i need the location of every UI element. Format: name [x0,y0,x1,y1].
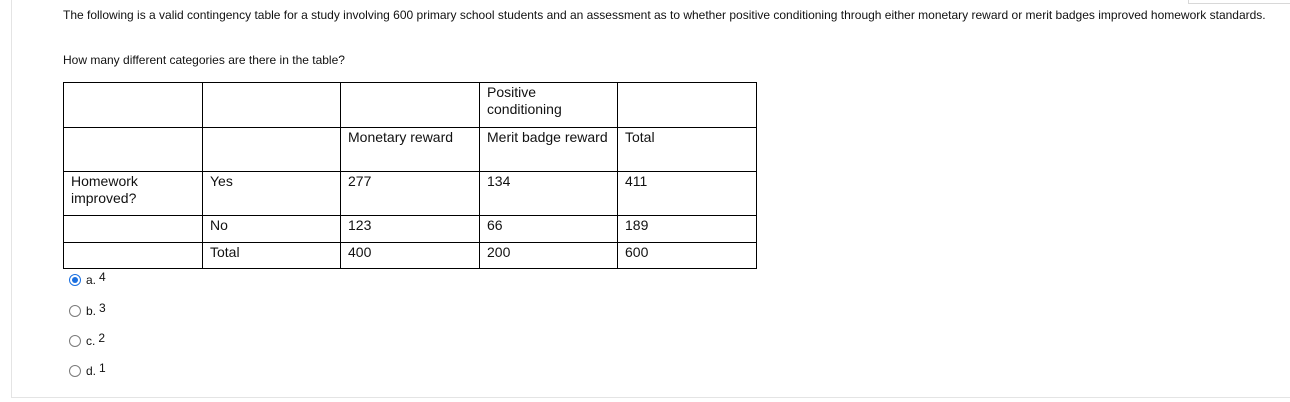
table-row [64,83,757,128]
table-cell: Yes [203,172,341,216]
table-cell: Total [203,243,341,269]
table-cell [64,128,203,172]
table-cell: 134 [480,172,618,216]
table-cell [203,128,341,172]
table-cell: 277 [341,172,480,216]
radio-button-c[interactable] [69,335,81,347]
radio-button-d[interactable] [69,365,81,377]
table-cell: 200 [480,243,618,269]
table-cell: Merit badge reward [480,128,618,172]
table-cell: 400 [341,243,480,269]
table-cell: 66 [480,216,618,243]
option-a[interactable] [69,270,106,287]
table-cell [64,216,203,243]
table-row [64,128,757,172]
top-right-tab [1188,0,1290,4]
question-prompt: How many different categories are there in the table? [63,53,345,67]
table-cell: No [203,216,341,243]
table-cell: Positive conditioning [480,83,618,128]
table-cell [64,83,203,128]
option-value: 4 [99,270,106,284]
table-cell: 600 [618,243,757,269]
option-letter: c. [86,334,96,348]
question-text: The following is a valid contingency table for a study involving 600 primary school students and an assessment as to whether positive conditioning through either monetary reward or merit badges improved homework standards. [63,8,1266,22]
table-cell [341,83,480,128]
radio-button-b[interactable] [69,305,81,317]
option-letter: a. [86,273,97,287]
option-c[interactable] [69,331,106,348]
table-cell: Homework improved? [64,172,203,216]
table-cell: Monetary reward [341,128,480,172]
contingency-table [63,82,757,269]
radio-button-a[interactable] [69,274,81,286]
table-cell: Total [618,128,757,172]
option-value: 1 [99,361,106,375]
table-cell: 189 [618,216,757,243]
table-row [64,216,757,243]
table-row [64,243,757,269]
table-cell: 411 [618,172,757,216]
table-cell: 123 [341,216,480,243]
table-cell [64,243,203,269]
table-row [64,172,757,216]
option-letter: d. [86,364,97,378]
table-cell [618,83,757,128]
option-value: 3 [99,301,106,315]
option-d[interactable] [69,361,106,378]
option-b[interactable] [69,301,106,318]
option-value: 2 [98,331,106,345]
option-letter: b. [86,304,97,318]
table-cell [203,83,341,128]
